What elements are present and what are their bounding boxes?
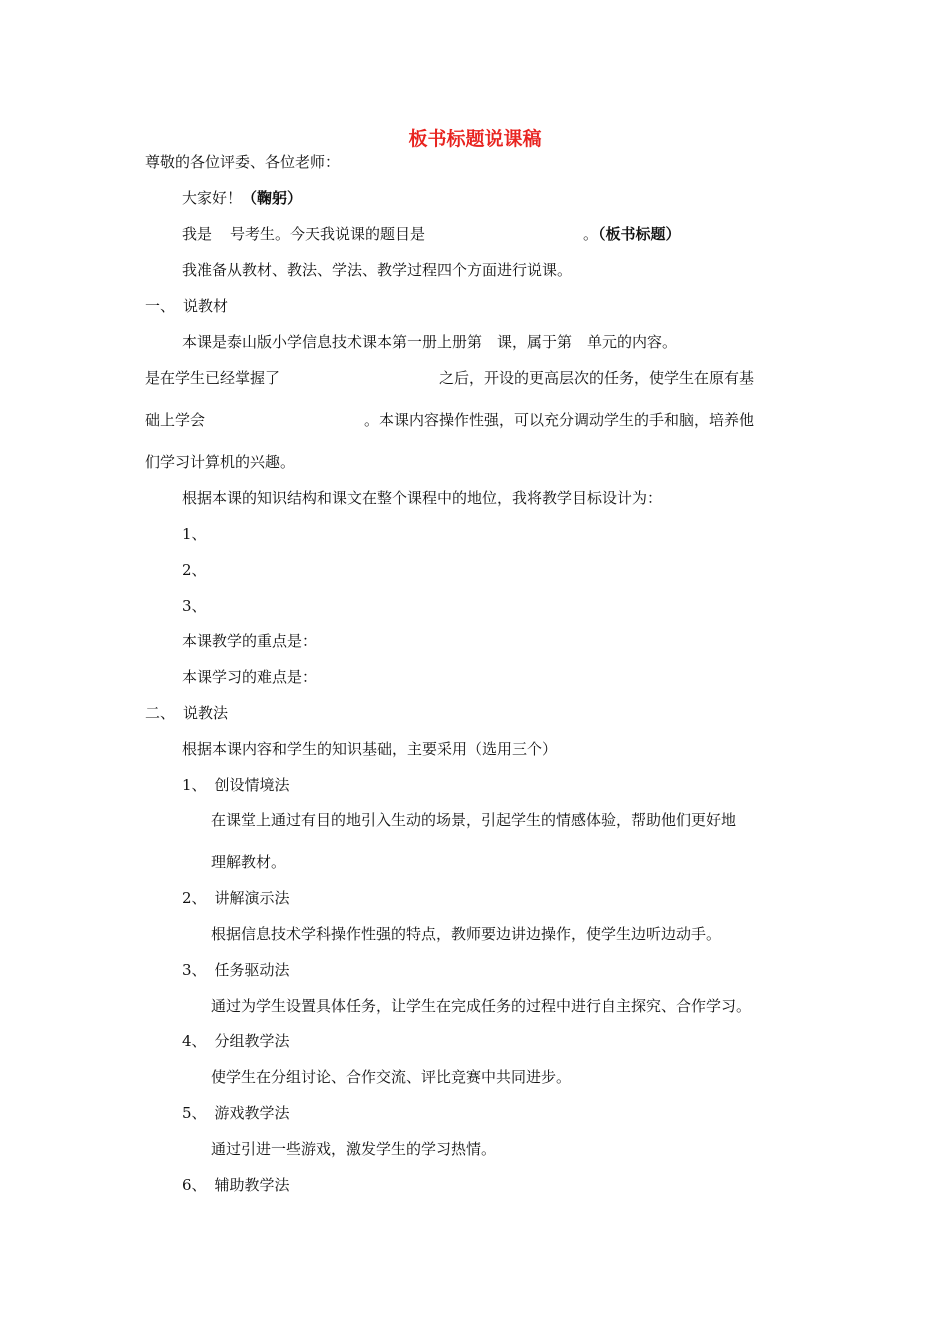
method-desc: 根据信息技术学科操作性强的特点，教师要边讲边操作，使学生边听边动手。 bbox=[211, 925, 722, 943]
para1-line3 bbox=[145, 410, 754, 430]
para1-line2 bbox=[145, 368, 754, 388]
method-desc: 通过引进一些游戏，激发学生的学习热情。 bbox=[211, 1140, 497, 1158]
method-name: 讲解演示法 bbox=[214, 889, 290, 907]
method-number: 3、 bbox=[182, 961, 207, 979]
goal-item: 3、 bbox=[182, 597, 207, 615]
intro-part2: 号考生。今天我说课的题目是 bbox=[230, 225, 426, 243]
text-run: 础上学会 bbox=[145, 411, 206, 429]
section2-heading bbox=[145, 703, 228, 723]
greeting: 尊敬的各位评委、各位老师： bbox=[145, 153, 341, 171]
intro-part3: 。 bbox=[583, 225, 599, 243]
hello-text: 大家好！ bbox=[182, 189, 243, 207]
hello-line bbox=[182, 188, 302, 208]
method-name: 辅助教学法 bbox=[214, 1176, 290, 1194]
section-number: 一、 bbox=[145, 297, 176, 315]
method-number: 4、 bbox=[182, 1032, 207, 1050]
method-name: 任务驱动法 bbox=[214, 961, 290, 979]
method-desc: 使学生在分组讨论、合作交流、评比竞赛中共同进步。 bbox=[211, 1068, 572, 1086]
method-number: 6、 bbox=[182, 1176, 207, 1194]
hello-note: （鞠躬） bbox=[242, 189, 303, 207]
intro-note: （板书标题） bbox=[598, 225, 681, 243]
text-run: 课，属于第 bbox=[497, 333, 573, 351]
key-point: 本课教学的重点是： bbox=[182, 632, 318, 650]
methods-intro: 根据本课内容和学生的知识基础，主要采用（选用三个） bbox=[182, 740, 558, 758]
method-number: 1、 bbox=[182, 776, 207, 794]
section-title: 说教法 bbox=[183, 704, 229, 722]
method-name: 创设情境法 bbox=[214, 776, 290, 794]
text-run: 单元的内容。 bbox=[587, 333, 678, 351]
para1-line4: 们学习计算机的兴趣。 bbox=[145, 453, 296, 471]
text-run: 本课是泰山版小学信息技术课本第一册上册第 bbox=[182, 333, 483, 351]
section1-heading bbox=[145, 296, 228, 316]
method-number: 2、 bbox=[182, 889, 207, 907]
method-heading bbox=[182, 1103, 290, 1123]
method-heading bbox=[182, 775, 290, 795]
method-desc: 理解教材。 bbox=[211, 853, 287, 871]
intro-part1: 我是 bbox=[182, 225, 213, 243]
intro-line bbox=[182, 224, 681, 244]
section-number: 二、 bbox=[145, 704, 176, 722]
text-run: 之后，开设的更高层次的任务，使学生在原有基 bbox=[439, 369, 755, 387]
plan-line: 我准备从教材、教法、学法、教学过程四个方面进行说课。 bbox=[182, 261, 573, 279]
goals-intro: 根据本课的知识结构和课文在整个课程中的地位，我将教学目标设计为： bbox=[182, 489, 663, 507]
method-heading bbox=[182, 888, 290, 908]
text-run: 是在学生已经掌握了 bbox=[145, 369, 281, 387]
section-title: 说教材 bbox=[183, 297, 229, 315]
method-number: 5、 bbox=[182, 1104, 207, 1122]
method-name: 游戏教学法 bbox=[214, 1104, 290, 1122]
text-run: 。本课内容操作性强，可以充分调动学生的手和脑，培养他 bbox=[364, 411, 755, 429]
method-heading bbox=[182, 960, 290, 980]
difficulty: 本课学习的难点是： bbox=[182, 668, 318, 686]
para1-line1 bbox=[182, 332, 677, 352]
method-desc: 在课堂上通过有目的地引入生动的场景，引起学生的情感体验，帮助他们更好地 bbox=[211, 811, 737, 829]
goal-item: 2、 bbox=[182, 561, 207, 579]
method-heading bbox=[182, 1175, 290, 1195]
method-name: 分组教学法 bbox=[214, 1032, 290, 1050]
goal-item: 1、 bbox=[182, 525, 207, 543]
document-title: 板书标题说课稿 bbox=[408, 128, 542, 150]
method-heading bbox=[182, 1031, 290, 1051]
method-desc: 通过为学生设置具体任务，让学生在完成任务的过程中进行自主探究、合作学习。 bbox=[211, 997, 752, 1015]
